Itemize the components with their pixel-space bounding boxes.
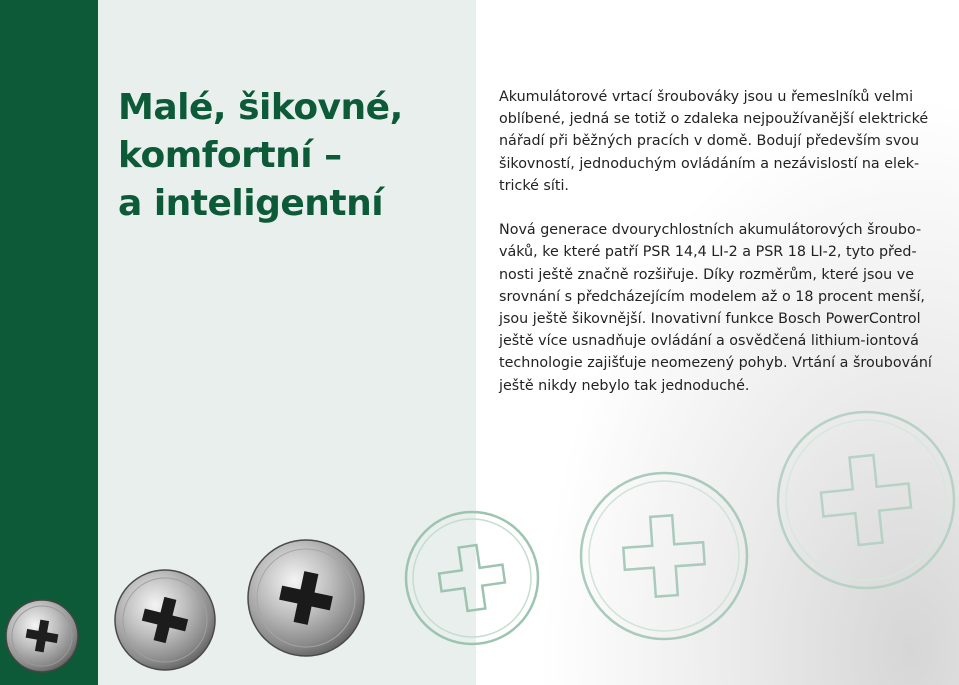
paragraph-intro (499, 86, 939, 197)
text-line: trické síti. (499, 177, 569, 194)
paragraph-features (499, 219, 939, 397)
text-line: šikovností, jednoduchým ovládáním a nezávislostí na elek- (499, 155, 920, 172)
text-line: váků, ke které patří PSR 14,4 LI-2 a PSR 18 LI-2, tyto před- (499, 244, 917, 261)
text-line: oblíbené, jedná se totiž o zdaleka nejpoužívanější elektrické (499, 111, 929, 128)
headline (118, 84, 468, 228)
body-text (499, 86, 939, 419)
headline-line: a inteligentní (118, 183, 384, 224)
headline-line: komfortní – (118, 135, 342, 176)
headline-line: Malé, šikovné, (118, 87, 403, 128)
text-line: Akumulátorové vrtací šroubováky jsou u řemeslníků velmi (499, 89, 914, 105)
text-line: srovnání s předcházejícím modelem až o 18 procent menší, (499, 288, 925, 305)
text-line: ještě nikdy nebylo tak jednoduché. (499, 377, 750, 394)
text-line: nářadí při běžných pracích v domě. Bodují především svou (499, 133, 920, 150)
text-line: jsou ještě šikovnější. Inovativní funkce Bosch PowerControl (499, 311, 921, 328)
green-accent-bar (0, 0, 98, 685)
text-line: ještě více usnadňuje ovládání a osvědčená lithium-iontová (499, 333, 919, 350)
text-line: nosti ještě značně rozšiřuje. Díky rozměrům, které jsou ve (499, 266, 915, 283)
text-line: Nová generace dvourychlostních akumulátorových šroubo- (499, 222, 922, 239)
text-line: technologie zajišťuje neomezený pohyb. Vrtání a šroubování (499, 355, 932, 372)
